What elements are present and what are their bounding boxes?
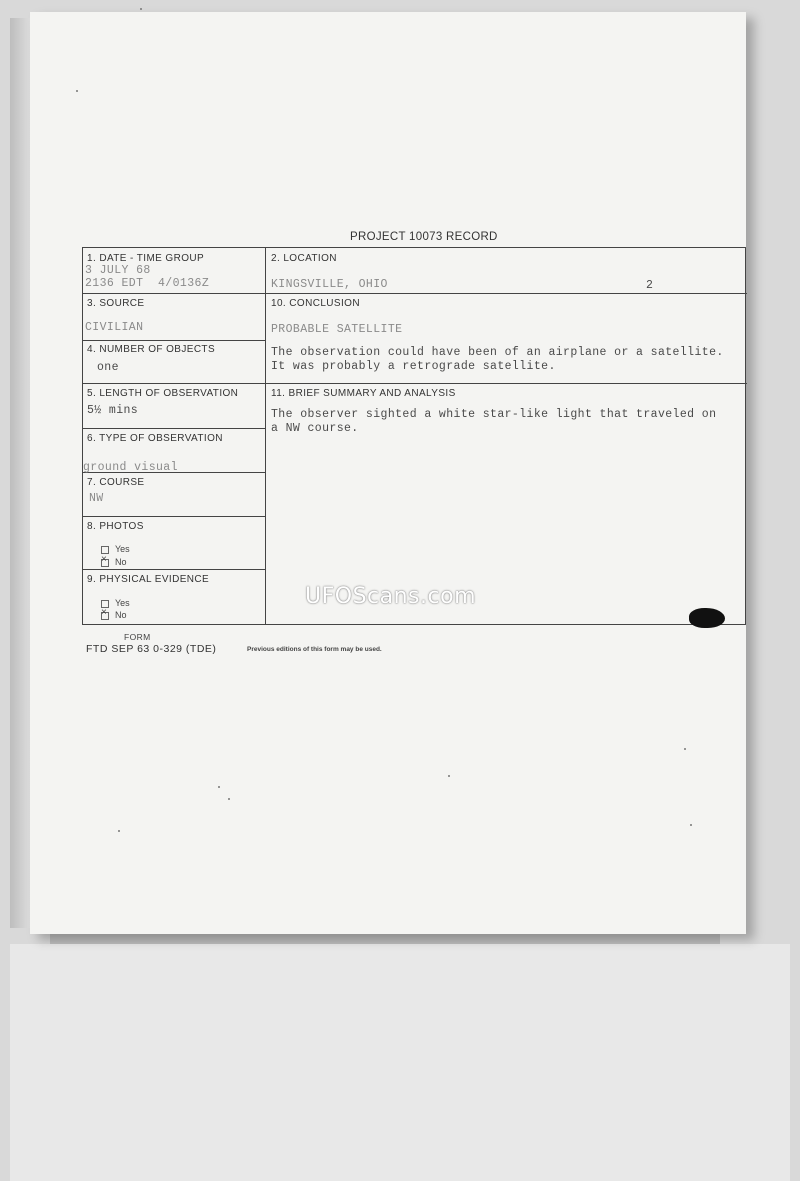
photos-label: 8. PHOTOS <box>87 521 144 532</box>
location-value: KINGSVILLE, OHIO <box>271 278 388 291</box>
summary-label: 11. BRIEF SUMMARY AND ANALYSIS <box>271 388 456 399</box>
type-of-observation-value: ground visual <box>83 461 178 474</box>
source-label: 3. SOURCE <box>87 298 145 309</box>
conclusion-text-line-1: The observation could have been of an airplane or a satellite. <box>271 346 724 359</box>
location-label: 2. LOCATION <box>271 253 337 264</box>
date-value: 3 JULY 68 <box>85 264 151 277</box>
page-number: 2 <box>646 279 654 292</box>
type-of-observation-label: 6. TYPE OF OBSERVATION <box>87 433 223 444</box>
summary-text-line-2: a NW course. <box>271 422 359 435</box>
photos-yes-option <box>101 544 130 554</box>
scan-speck <box>690 824 692 826</box>
number-of-objects-value: one <box>97 361 119 374</box>
scan-speck <box>684 748 686 750</box>
photos-yes-label: Yes <box>115 544 130 554</box>
physical-evidence-no-label: No <box>115 610 127 620</box>
length-of-observation-value: 5½ mins <box>87 404 139 417</box>
scan-background <box>10 944 790 1181</box>
row-divider <box>83 569 265 570</box>
scan-speck <box>140 8 142 10</box>
length-of-observation-label: 5. LENGTH OF OBSERVATION <box>87 388 239 399</box>
row-divider <box>83 516 265 517</box>
course-value: NW <box>89 492 104 505</box>
checkbox-checked-icon <box>101 612 109 620</box>
conclusion-text-line-2: It was probably a retrograde satellite. <box>271 360 556 373</box>
date-time-group-label: 1. DATE - TIME GROUP <box>87 253 205 264</box>
photos-no-label: No <box>115 557 127 567</box>
photos-no-option <box>101 557 127 567</box>
summary-text-line-1: The observer sighted a white star-like light that traveled on <box>271 408 717 421</box>
footer-form-word: FORM <box>124 632 151 642</box>
course-label: 7. COURSE <box>87 477 145 488</box>
watermark: UFOScans.com <box>305 584 476 609</box>
physical-evidence-yes-label: Yes <box>115 598 130 608</box>
number-of-objects-label: 4. NUMBER OF OBJECTS <box>87 344 216 355</box>
scan-speck <box>448 775 450 777</box>
record-form-table <box>82 247 746 625</box>
conclusion-value: PROBABLE SATELLITE <box>271 323 403 336</box>
footer-note: Previous editions of this form may be used. <box>247 646 382 653</box>
scan-speck <box>228 798 230 800</box>
time-value: 2136 EDT 4/0136Z <box>85 277 210 290</box>
checkbox-empty-icon <box>101 546 109 554</box>
physical-evidence-label: 9. PHYSICAL EVIDENCE <box>87 574 210 585</box>
row-divider <box>83 293 747 294</box>
footer-form-id: FTD SEP 63 0-329 (TDE) <box>86 643 217 655</box>
scan-speck <box>118 830 120 832</box>
source-value: CIVILIAN <box>85 321 144 334</box>
checkbox-checked-icon <box>101 559 109 567</box>
column-divider <box>265 248 266 624</box>
scan-speck <box>76 90 78 92</box>
conclusion-label: 10. CONCLUSION <box>271 298 360 309</box>
physical-evidence-no-option <box>101 610 127 620</box>
row-divider <box>83 428 265 429</box>
row-divider <box>83 383 747 384</box>
ink-blot <box>689 608 725 628</box>
record-title: PROJECT 10073 RECORD <box>350 231 498 243</box>
scan-speck <box>218 786 220 788</box>
row-divider <box>83 340 265 341</box>
